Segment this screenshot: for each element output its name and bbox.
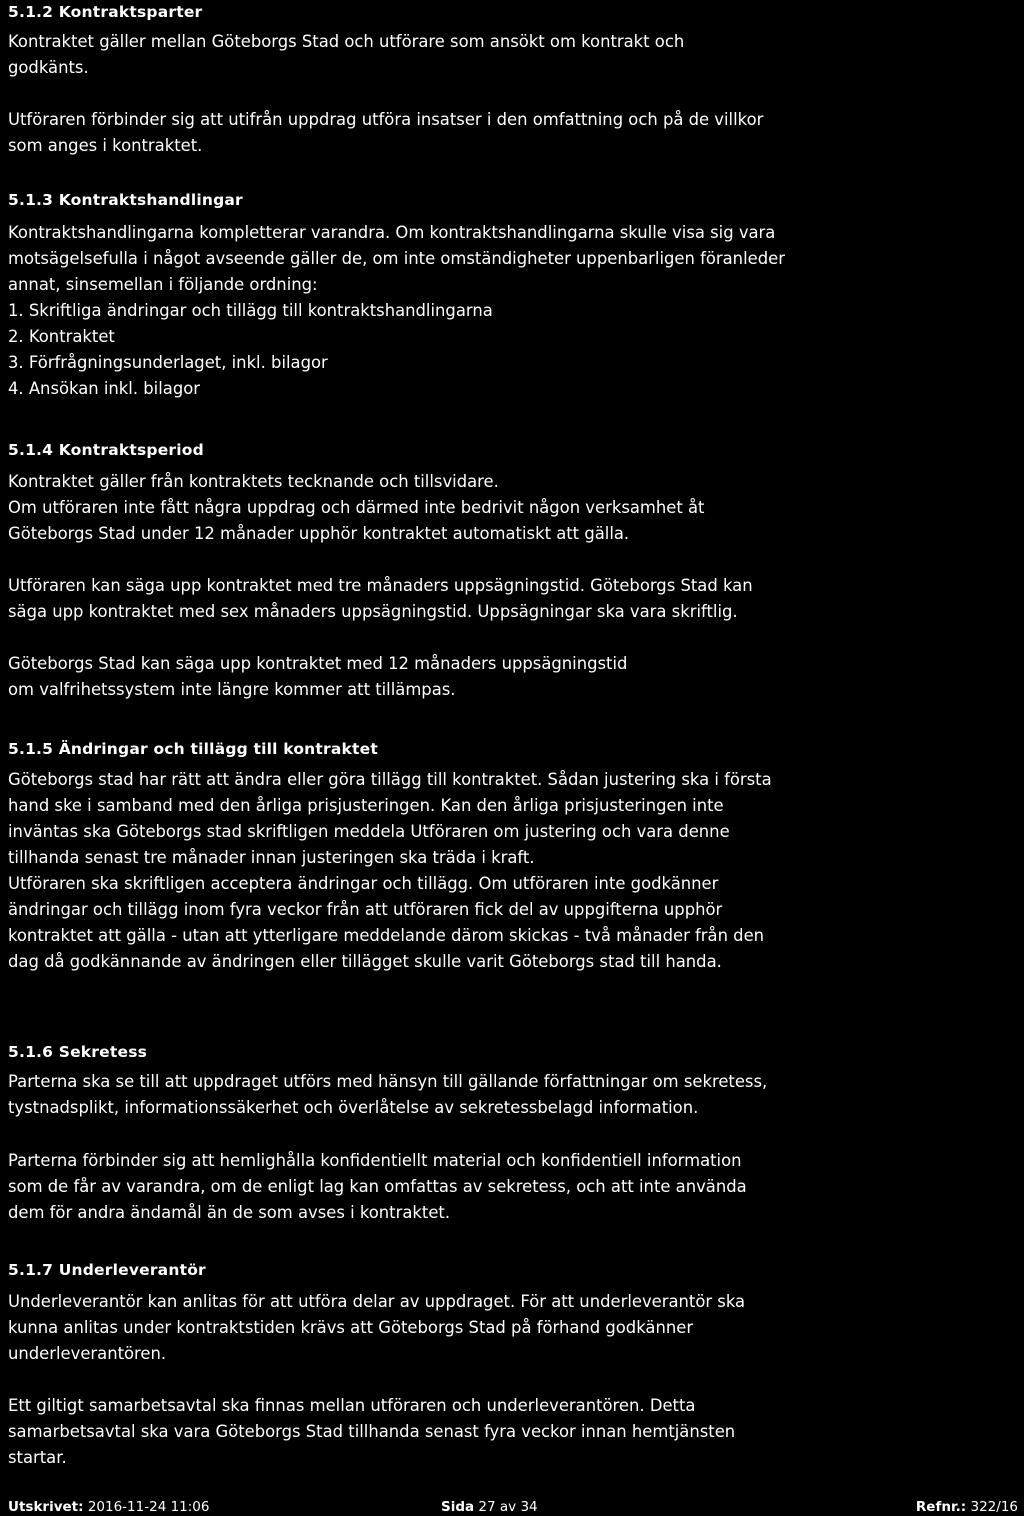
- text-line: Göteborgs stad har rätt att ändra eller göra tillägg till kontraktet. Sådan justering ska i första: [8, 770, 772, 789]
- text-line: inväntas ska Göteborgs stad skriftligen meddela Utföraren om justering och vara denne: [8, 822, 730, 841]
- section-heading-5-1-3: 5.1.3 Kontraktshandlingar: [8, 191, 243, 209]
- section-heading-5-1-6: 5.1.6 Sekretess: [8, 1043, 148, 1061]
- text-line: Kontraktet gäller från kontraktets tecknande och tillsvidare.: [8, 472, 499, 491]
- text-line: om valfrihetssystem inte längre kommer att tillämpas.: [8, 680, 456, 699]
- text-line: annat, sinsemellan i följande ordning:: [8, 275, 318, 294]
- paragraph-5-1-2-b: [8, 107, 763, 159]
- paragraph-5-1-4-a: [8, 469, 704, 547]
- text-line: kontraktet att gälla - utan att ytterligare meddelande därom skickas - två månader från den: [8, 926, 765, 945]
- section-heading-5-1-2: 5.1.2 Kontraktsparter: [8, 3, 203, 21]
- paragraph-5-1-5-a: [8, 767, 772, 975]
- paragraph-5-1-2-a: [8, 29, 684, 81]
- text-line: Utföraren förbinder sig att utifrån uppdrag utföra insatser i den omfattning och på de villkor: [8, 110, 764, 129]
- text-line: Kontraktshandlingarna kompletterar varandra. Om kontraktshandlingarna skulle visa sig vara: [8, 223, 776, 242]
- paragraph-5-1-7-b: [8, 1393, 735, 1471]
- section-heading-5-1-5: 5.1.5 Ändringar och tillägg till kontraktet: [8, 740, 378, 758]
- footer-printed-label: Utskrivet:: [8, 1499, 84, 1515]
- footer-ref-label: Refnr.:: [915, 1499, 967, 1515]
- section-heading-5-1-4: 5.1.4 Kontraktsperiod: [8, 441, 204, 459]
- text-line: dag då godkännande av ändringen eller tillägget skulle varit Göteborgs stad till handa.: [8, 952, 722, 971]
- paragraph-5-1-4-b: [8, 573, 753, 625]
- paragraph-5-1-3-a: [8, 220, 785, 402]
- text-line: motsägelsefulla i något avseende gäller de, om inte omständigheter uppenbarligen föranleder: [8, 249, 785, 268]
- footer-reference: [916, 1499, 1018, 1515]
- section-heading-5-1-7: 5.1.7 Underleverantör: [8, 1261, 206, 1279]
- text-line: Utföraren ska skriftligen acceptera ändringar och tillägg. Om utföraren inte godkänner: [8, 874, 719, 893]
- text-line: som de får av varandra, om de enligt lag kan omfattas av sekretess, och att inte använda: [8, 1177, 747, 1196]
- footer-ref-value: 322/16: [970, 1499, 1018, 1515]
- text-line: som anges i kontraktet.: [8, 136, 203, 155]
- text-line: Göteborgs Stad under 12 månader upphör kontraktet automatiskt att gälla.: [8, 524, 630, 543]
- text-line: godkänts.: [8, 58, 89, 77]
- text-line: säga upp kontraktet med sex månaders uppsägningstid. Uppsägningar ska vara skriftlig.: [8, 602, 738, 621]
- text-line: underleverantören.: [8, 1344, 167, 1363]
- text-line: Om utföraren inte fått några uppdrag och därmed inte bedrivit någon verksamhet åt: [8, 498, 705, 517]
- list-item: 3. Förfrågningsunderlaget, inkl. bilagor: [8, 353, 328, 372]
- text-line: Parterna förbinder sig att hemlighålla konfidentiellt material och konfidentiell information: [8, 1151, 742, 1170]
- paragraph-5-1-6-b: [8, 1148, 747, 1226]
- text-line: Ett giltigt samarbetsavtal ska finnas mellan utföraren och underleverantören. Detta: [8, 1396, 696, 1415]
- text-line: hand ske i samband med den årliga prisjusteringen. Kan den årliga prisjusteringen inte: [8, 796, 724, 815]
- text-line: Utföraren kan säga upp kontraktet med tre månaders uppsägningstid. Göteborgs Stad kan: [8, 576, 753, 595]
- footer-page-current: 27: [478, 1499, 496, 1515]
- footer-printed-value: 2016-11-24 11:06: [87, 1499, 210, 1515]
- text-line: samarbetsavtal ska vara Göteborgs Stad tillhanda senast fyra veckor innan hemtjänsten: [8, 1422, 736, 1441]
- footer-page-of: av: [499, 1499, 517, 1515]
- text-line: Kontraktet gäller mellan Göteborgs Stad och utförare som ansökt om kontrakt och: [8, 32, 685, 51]
- paragraph-5-1-4-c: [8, 651, 627, 703]
- list-item: 1. Skriftliga ändringar och tillägg till kontraktshandlingarna: [8, 301, 493, 320]
- footer-page-label: Sida: [441, 1499, 475, 1515]
- list-item: 4. Ansökan inkl. bilagor: [8, 379, 200, 398]
- footer-page-number: [441, 1499, 538, 1515]
- text-line: Göteborgs Stad kan säga upp kontraktet med 12 månaders uppsägningstid: [8, 654, 628, 673]
- paragraph-5-1-6-a: [8, 1069, 767, 1121]
- text-line: dem för andra ändamål än de som avses i kontraktet.: [8, 1203, 451, 1222]
- text-line: ändringar och tillägg inom fyra veckor från att utföraren fick del av uppgifterna upphör: [8, 900, 723, 919]
- text-line: kunna anlitas under kontraktstiden krävs att Göteborgs Stad på förhand godkänner: [8, 1318, 694, 1337]
- text-line: tillhanda senast tre månader innan justeringen ska träda i kraft.: [8, 848, 535, 867]
- text-line: Parterna ska se till att uppdraget utförs med hänsyn till gällande författningar om sekretess,: [8, 1072, 768, 1091]
- footer-page-total: 34: [520, 1499, 538, 1515]
- footer-printed: [8, 1499, 209, 1515]
- paragraph-5-1-7-a: [8, 1289, 745, 1367]
- list-item: 2. Kontraktet: [8, 327, 115, 346]
- text-line: Underleverantör kan anlitas för att utföra delar av uppdraget. För att underleverantör ska: [8, 1292, 746, 1311]
- text-line: startar.: [8, 1448, 67, 1467]
- text-line: tystnadsplikt, informationssäkerhet och överlåtelse av sekretessbelagd information.: [8, 1098, 699, 1117]
